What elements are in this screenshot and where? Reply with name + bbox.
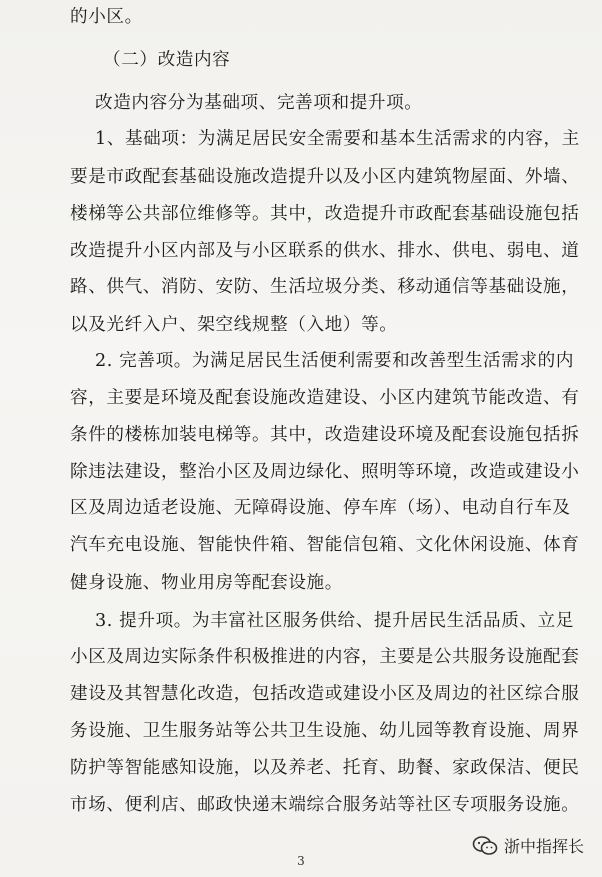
page-number: 3 — [297, 854, 305, 868]
text-line: 要是市政配套基础设施改造提升以及小区内建筑物屋面、外墙、 — [70, 167, 580, 187]
text-line: 的小区。 — [70, 7, 143, 27]
text-line: 改造内容分为基础项、完善项和提升项。 — [95, 93, 423, 113]
text-line: 汽车充电设施、智能快件箱、智能信包箱、文化休闲设施、体育 — [70, 535, 580, 555]
text-line: 健身设施、物业用房等配套设施。 — [70, 573, 343, 593]
text-line: 区及周边适老设施、无障碍设施、停车库（场）、电动自行车及 — [70, 498, 571, 518]
text-line: 1、基础项：为满足居民安全需要和基本生活需求的内容，主 — [95, 129, 580, 149]
text-line: 改造提升小区内部及与小区联系的供水、排水、供电、弱电、道 — [70, 241, 580, 261]
text-line: 小区及周边实际条件积极推进的内容，主要是公共服务设施配套 — [70, 647, 580, 667]
text-line: 2. 完善项。为满足居民生活便利需要和改善型生活需求的内 — [95, 351, 575, 371]
text-line: 市场、便利店、邮政快递末端综合服务站等社区专项服务设施。 — [70, 795, 580, 815]
text-line: 路、供气、消防、安防、生活垃圾分类、移动通信等基础设施， — [70, 277, 580, 297]
text-line: 建设及其智慧化改造，包括改造或建设小区及周边的社区综合服 — [70, 684, 580, 704]
watermark-text: 浙中指挥长 — [503, 837, 584, 856]
watermark — [472, 834, 584, 857]
text-line: 3. 提升项。为丰富社区服务供给、提升居民生活品质、立足 — [95, 611, 575, 631]
text-line: 防护等智能感知设施，以及养老、托育、助餐、家政保洁、便民 — [70, 758, 580, 778]
wechat-icon — [472, 835, 498, 857]
text-line: 容，主要是环境及配套设施改造建设、小区内建筑节能改造、有 — [70, 388, 580, 408]
text-line: 除违法建设，整治小区及周边绿化、照明等环境，改造或建设小 — [70, 462, 580, 482]
section-heading: （二）改造内容 — [103, 50, 231, 70]
text-line: 楼梯等公共部位维修等。其中，改造提升市政配套基础设施包括 — [70, 204, 580, 224]
text-line: 条件的楼栋加装电梯等。其中，改造建设环境及配套设施包括拆 — [70, 425, 580, 445]
text-line: 以及光纤入户、架空线规整（入地）等。 — [70, 315, 398, 335]
text-line: 务设施、卫生服务站等公共卫生设施、幼儿园等教育设施、周界 — [70, 721, 580, 741]
